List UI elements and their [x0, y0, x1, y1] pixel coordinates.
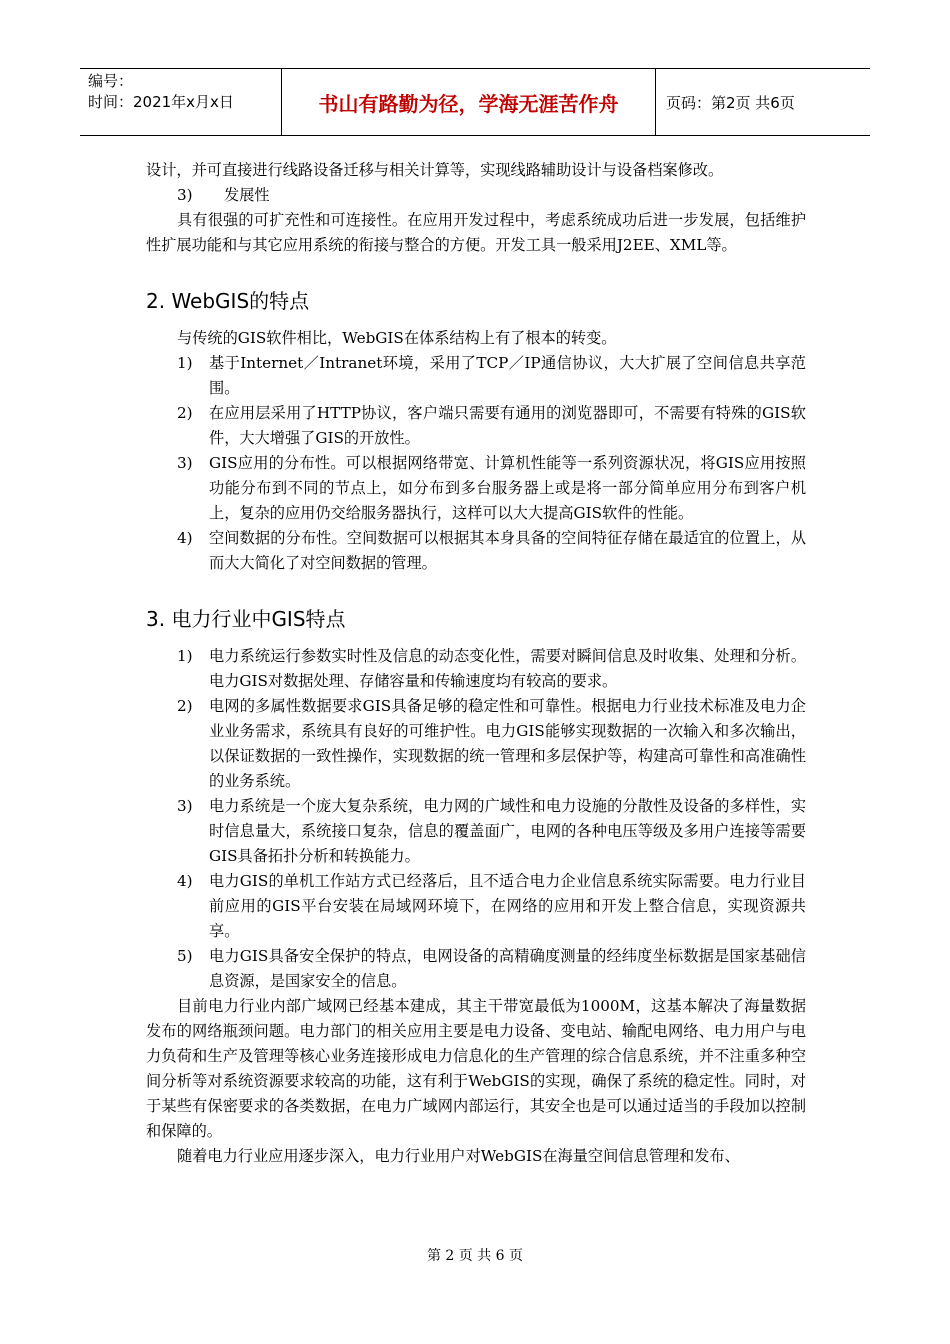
item-text: 空间数据的分布性。空间数据可以根据其本身具备的空间特征存储在最适宜的位置上，从而大大简化了对空间数据的管理。 — [209, 529, 806, 572]
section-2-list — [146, 351, 806, 576]
list-item — [146, 401, 806, 451]
header-meta — [80, 69, 282, 135]
section-3-paragraph-2: 随着电力行业应用逐步深入，电力行业用户对WebGIS在海量空间信息管理和发布、 — [177, 1147, 740, 1165]
list-item — [146, 694, 806, 794]
section-3-paragraph-1: 目前电力行业内部广域网已经基本建成，其主干带宽最低为1000M，这基本解决了海量数据发布的网络瓶颈问题。电力部门的相关应用主要是电力设备、变电站、输配电网络、电力用户与电力负荷和生产及管理等核心业务连接形成电力信息化的生产管理的综合信息系统，并不注重多种空间分析等对系统资源要求较高的功能，这有利于WebGIS的实现，确保了系统的稳定性。同时，对于某些有保密要求的各类数据，在电力广域网内部运行，其安全也是可以通过适当的手段加以控制和保障的。 — [146, 997, 806, 1140]
item-number: 2) — [177, 697, 193, 715]
page-footer: 第 2 页 共 6 页 — [426, 1248, 524, 1264]
header-motto: 书山有路勤为径，学海无涯苦作舟 — [282, 69, 656, 135]
list-item — [146, 944, 806, 994]
list-item — [146, 869, 806, 944]
subsection-3-text: 具有很强的可扩充性和可连接性。在应用开发过程中，考虑系统成功后进一步发展，包括维护性扩展功能和与其它应用系统的衔接与整合的方便。开发工具一般采用J2EE、XML等。 — [146, 211, 806, 254]
section-2-title: 2. WebGIS的特点 — [146, 289, 310, 313]
section-3-list — [146, 644, 806, 994]
item-number: 5) — [177, 947, 193, 965]
item-number: 1) — [177, 647, 193, 665]
item-number: 3) — [177, 797, 193, 815]
doc-number-label: 编号： — [88, 72, 134, 90]
item-number: 4) — [177, 872, 193, 890]
subsection-title: 发展性 — [224, 186, 270, 204]
item-number: 4) — [177, 529, 193, 547]
list-item — [146, 794, 806, 869]
item-text: 电力系统是一个庞大复杂系统，电力网的广域性和电力设施的分散性及设备的多样性，实时信息量大，系统接口复杂，信息的覆盖面广，电网的各种电压等级及多用户连接等需要GIS具备拓扑分析和转换能力。 — [209, 797, 806, 865]
item-text: 电网的多属性数据要求GIS具备足够的稳定性和可靠性。根据电力行业技术标准及电力企业业务需求，系统具有良好的可维护性。电力GIS能够实现数据的一次输入和多次输出，以保证数据的一致性操作，实现数据的统一管理和多层保护等，构建高可靠性和高准确性的业务系统。 — [209, 697, 806, 790]
item-text: 在应用层采用了HTTP协议，客户端只需要有通用的浏览器即可，不需要有特殊的GIS软件，大大增强了GIS的开放性。 — [209, 404, 806, 447]
doc-time-label: 时间：2021年x月x日 — [88, 93, 234, 111]
list-item — [146, 644, 806, 694]
document-body — [146, 158, 806, 1169]
item-number: 1) — [177, 354, 193, 372]
subsection-3-heading — [146, 183, 806, 208]
subsection-number: 3) — [177, 186, 193, 204]
item-text: 电力GIS具备安全保护的特点，电网设备的高精确度测量的经纬度坐标数据是国家基础信息资源，是国家安全的信息。 — [209, 947, 806, 990]
intro-line: 设计，并可直接进行线路设备迁移与相关计算等，实现线路辅助设计与设备档案修改。 — [146, 161, 724, 179]
header-page-info: 页码：第2页 共6页 — [666, 93, 795, 112]
list-item — [146, 451, 806, 526]
item-number: 3) — [177, 454, 193, 472]
section-3-title: 3. 电力行业中GIS特点 — [146, 607, 346, 631]
list-item — [146, 351, 806, 401]
list-item — [146, 526, 806, 576]
item-text: 基于Internet／Intranet环境，采用了TCP／IP通信协议，大大扩展了空间信息共享范围。 — [209, 354, 806, 397]
page-header — [80, 68, 870, 136]
section-2-intro: 与传统的GIS软件相比，WebGIS在体系结构上有了根本的转变。 — [177, 329, 617, 347]
item-number: 2) — [177, 404, 193, 422]
item-text: GIS应用的分布性。可以根据网络带宽、计算机性能等一系列资源状况，将GIS应用按照功能分布到不同的节点上，如分布到多台服务器上或是将一部分简单应用分布到客户机上，复杂的应用仍交给服务器执行，这样可以大大提高GIS软件的性能。 — [209, 454, 806, 522]
item-text: 电力系统运行参数实时性及信息的动态变化性，需要对瞬间信息及时收集、处理和分析。电力GIS对数据处理、存储容量和传输速度均有较高的要求。 — [209, 647, 806, 690]
item-text: 电力GIS的单机工作站方式已经落后，且不适合电力企业信息系统实际需要。电力行业目前应用的GIS平台安装在局域网环境下，在网络的应用和开发上整合信息，实现资源共享。 — [209, 872, 806, 940]
